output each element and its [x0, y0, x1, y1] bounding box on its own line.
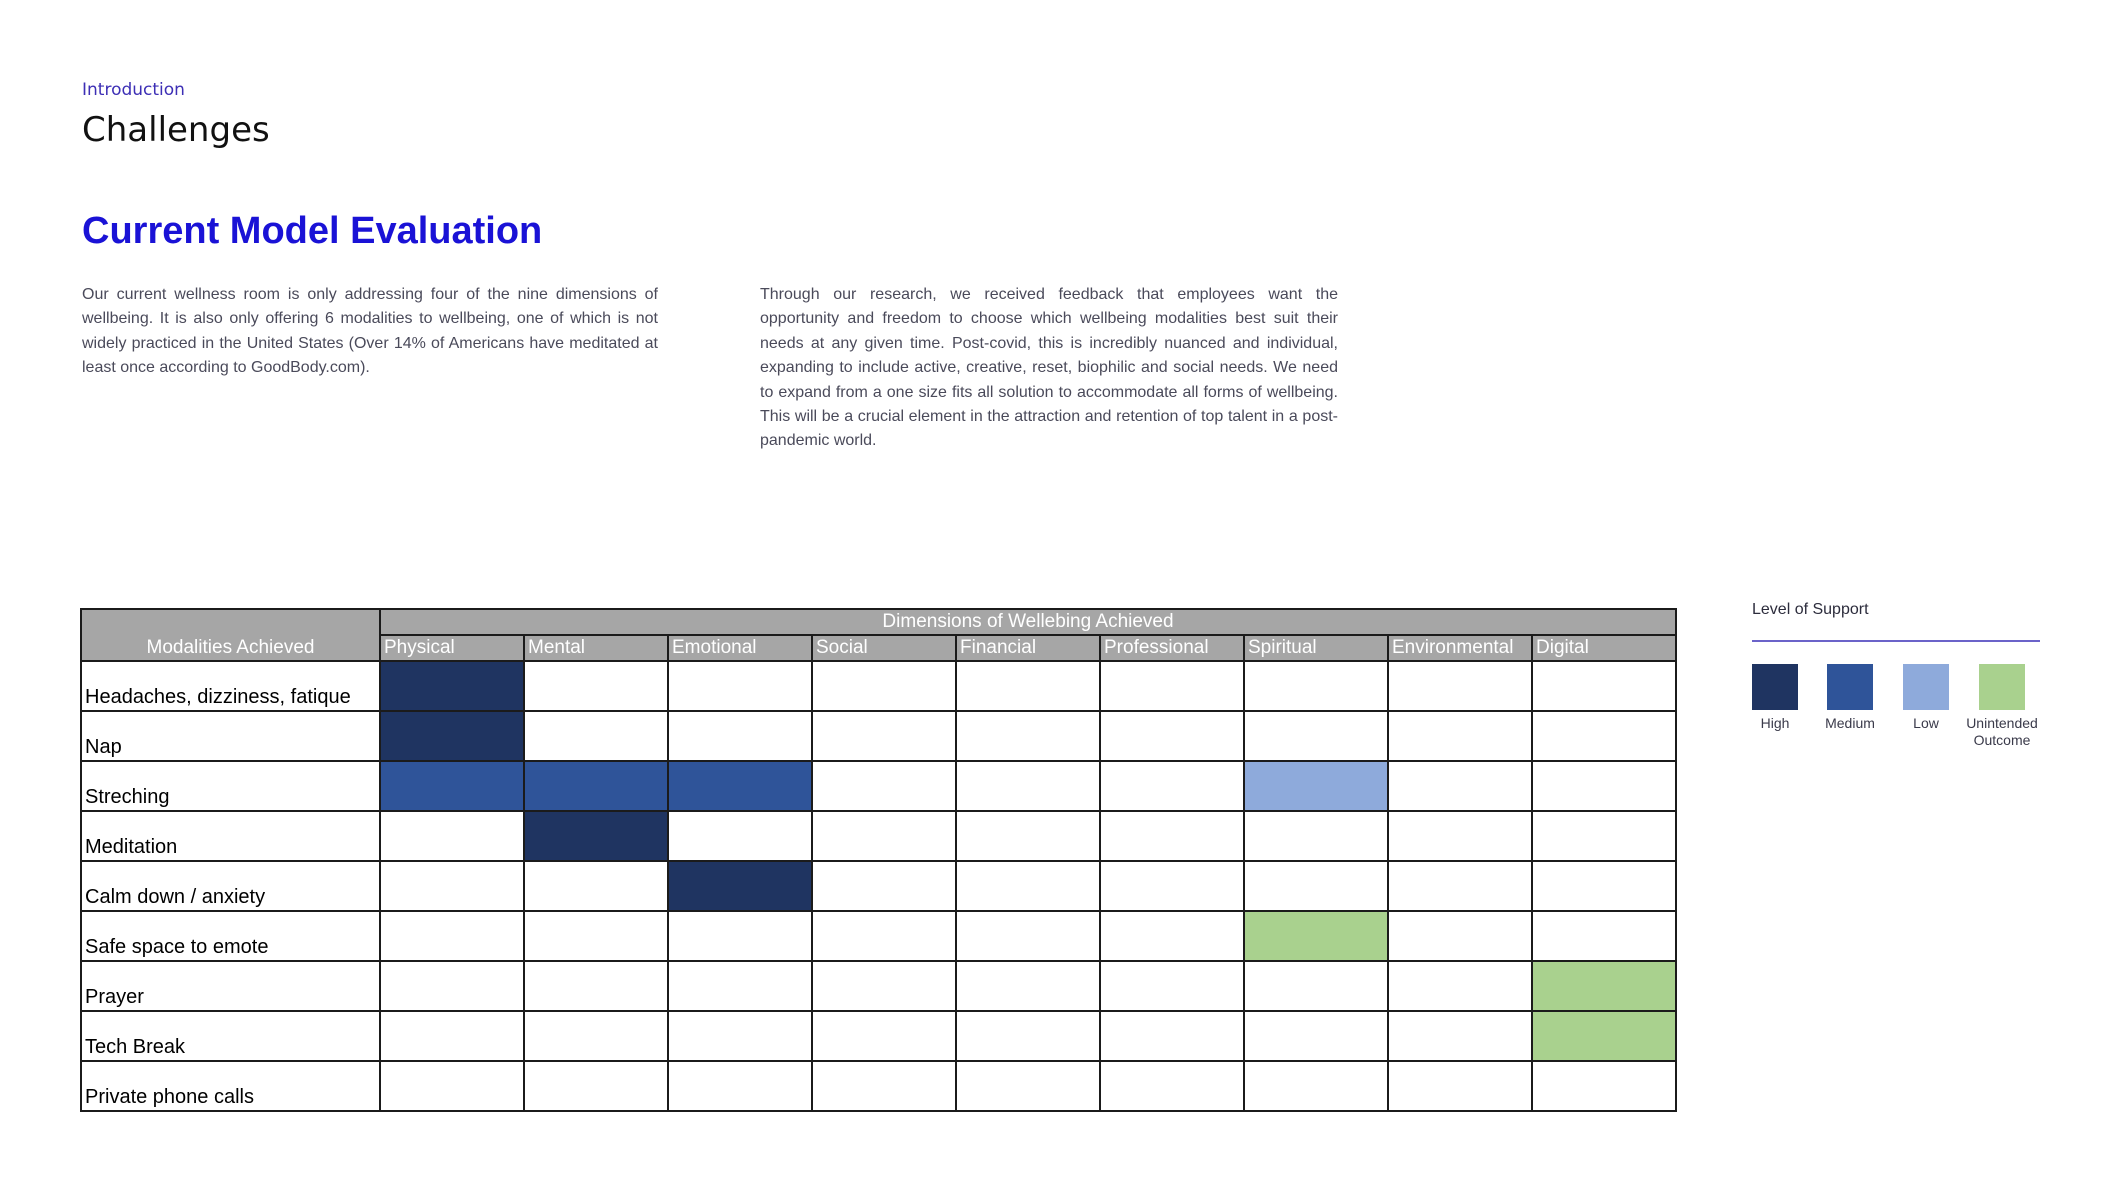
empty-cell [812, 911, 956, 961]
empty-cell [1532, 1061, 1676, 1111]
modality-label: Tech Break [81, 1011, 380, 1061]
dimension-header-emotional: Emotional [668, 635, 812, 661]
dimension-header-environmental: Environmental [1388, 635, 1532, 661]
paragraph-right: Through our research, we received feedback that employees want the opportunity and freedom to choose which wellbeing modalities best suit their needs at any given time. Post-covid, this is incredibly nuanced and individual, expanding to include active, creative, reset, biophilic and social needs. We need to expand from a one size fits all solution to accommodate all forms of wellbeing. This will be a crucial element in the attraction and retention of top talent in a post-pandemic world. [760, 286, 1338, 450]
dimension-header-mental: Mental [524, 635, 668, 661]
wellbeing-matrix [80, 608, 1677, 1112]
table-row [81, 661, 1676, 711]
empty-cell [1532, 711, 1676, 761]
empty-cell [1100, 811, 1244, 861]
empty-cell [1100, 761, 1244, 811]
modality-label: Safe space to emote [81, 911, 380, 961]
empty-cell [956, 1011, 1100, 1061]
empty-cell [1244, 1061, 1388, 1111]
empty-cell [524, 661, 668, 711]
empty-cell [1388, 961, 1532, 1011]
empty-cell [1388, 861, 1532, 911]
legend-swatch-unintended [1979, 664, 2025, 710]
empty-cell [1244, 961, 1388, 1011]
eyebrow-label: Introduction [82, 80, 185, 100]
modality-label: Streching [81, 761, 380, 811]
support-cell-high [524, 811, 668, 861]
legend-item-medium [1812, 664, 1888, 732]
support-cell-low [1244, 761, 1388, 811]
empty-cell [1100, 861, 1244, 911]
support-cell-unintended [1244, 911, 1388, 961]
matrix-body [81, 661, 1676, 1111]
table-row [81, 761, 1676, 811]
legend-label: High [1760, 715, 1790, 731]
page-title: Challenges [82, 110, 270, 150]
empty-cell [1532, 811, 1676, 861]
legend-label: Low [1913, 715, 1939, 731]
empty-cell [956, 811, 1100, 861]
empty-cell [524, 1011, 668, 1061]
support-cell-high [380, 711, 524, 761]
table-row [81, 711, 1676, 761]
empty-cell [524, 961, 668, 1011]
empty-cell [956, 711, 1100, 761]
empty-cell [524, 911, 668, 961]
modality-label: Prayer [81, 961, 380, 1011]
table-row [81, 961, 1676, 1011]
empty-cell [1244, 1011, 1388, 1061]
table-row [81, 861, 1676, 911]
empty-cell [956, 761, 1100, 811]
empty-cell [812, 961, 956, 1011]
empty-cell [1100, 961, 1244, 1011]
empty-cell [1100, 911, 1244, 961]
empty-cell [812, 711, 956, 761]
support-cell-high [668, 861, 812, 911]
empty-cell [380, 1061, 524, 1111]
empty-cell [1532, 761, 1676, 811]
dimension-header-social: Social [812, 635, 956, 661]
empty-cell [380, 861, 524, 911]
empty-cell [1244, 861, 1388, 911]
modality-label: Headaches, dizziness, fatique [81, 661, 380, 711]
support-cell-medium [524, 761, 668, 811]
support-cell-medium [380, 761, 524, 811]
empty-cell [1244, 711, 1388, 761]
empty-cell [380, 961, 524, 1011]
legend-label: Unintended Outcome [1966, 715, 2038, 748]
empty-cell [1388, 661, 1532, 711]
empty-cell [812, 1061, 956, 1111]
empty-cell [1388, 1011, 1532, 1061]
empty-cell [524, 711, 668, 761]
legend-item-high [1737, 664, 1813, 732]
table-row [81, 1061, 1676, 1111]
legend-item-low [1888, 664, 1964, 732]
empty-cell [956, 661, 1100, 711]
matrix-corner-header [81, 609, 380, 661]
dimension-header-spiritual: Spiritual [1244, 635, 1388, 661]
empty-cell [668, 961, 812, 1011]
legend-title: Level of Support [1752, 601, 1869, 618]
empty-cell [956, 861, 1100, 911]
legend-label: Medium [1825, 715, 1875, 731]
empty-cell [1388, 811, 1532, 861]
support-cell-unintended [1532, 961, 1676, 1011]
dimension-header-digital: Digital [1532, 635, 1676, 661]
modality-label: Nap [81, 711, 380, 761]
empty-cell [1100, 1011, 1244, 1061]
empty-cell [380, 911, 524, 961]
empty-cell [1244, 811, 1388, 861]
empty-cell [1388, 1061, 1532, 1111]
empty-cell [524, 1061, 668, 1111]
modality-label: Calm down / anxiety [81, 861, 380, 911]
modality-label: Private phone calls [81, 1061, 380, 1111]
empty-cell [1244, 661, 1388, 711]
dimension-header-physical: Physical [380, 635, 524, 661]
empty-cell [956, 961, 1100, 1011]
dimension-header-financial: Financial [956, 635, 1100, 661]
empty-cell [812, 811, 956, 861]
empty-cell [668, 911, 812, 961]
legend-swatch-medium [1827, 664, 1873, 710]
empty-cell [1388, 711, 1532, 761]
empty-cell [1388, 761, 1532, 811]
modality-label: Meditation [81, 811, 380, 861]
modalities-header-label: Modalities Achieved [146, 637, 315, 658]
section-title: Current Model Evaluation [82, 210, 543, 252]
empty-cell [380, 811, 524, 861]
empty-cell [380, 1011, 524, 1061]
table-row [81, 811, 1676, 861]
empty-cell [668, 811, 812, 861]
support-cell-medium [668, 761, 812, 811]
legend-divider [1752, 640, 2040, 642]
empty-cell [524, 861, 668, 911]
empty-cell [812, 861, 956, 911]
empty-cell [812, 761, 956, 811]
empty-cell [668, 1061, 812, 1111]
empty-cell [1532, 661, 1676, 711]
empty-cell [1100, 711, 1244, 761]
dimension-header-professional: Professional [1100, 635, 1244, 661]
dimensions-header: Dimensions of Wellebing Achieved [380, 609, 1676, 635]
support-cell-unintended [1532, 1011, 1676, 1061]
table-row [81, 911, 1676, 961]
empty-cell [668, 661, 812, 711]
empty-cell [1100, 1061, 1244, 1111]
empty-cell [1532, 861, 1676, 911]
empty-cell [812, 661, 956, 711]
empty-cell [668, 711, 812, 761]
legend-swatch-low [1903, 664, 1949, 710]
empty-cell [956, 1061, 1100, 1111]
legend-swatch-high [1752, 664, 1798, 710]
empty-cell [812, 1011, 956, 1061]
empty-cell [1532, 911, 1676, 961]
table-row [81, 1011, 1676, 1061]
empty-cell [1100, 661, 1244, 711]
empty-cell [956, 911, 1100, 961]
legend-item-unintended [1964, 664, 2040, 749]
support-cell-high [380, 661, 524, 711]
empty-cell [668, 1011, 812, 1061]
empty-cell [1388, 911, 1532, 961]
paragraph-left: Our current wellness room is only addressing four of the nine dimensions of wellbeing. It is also only offering 6 modalities to wellbeing, one of which is not widely practiced in the United States (Over 14% of Americans have meditated at least once according to GoodBody.com). [82, 286, 658, 377]
